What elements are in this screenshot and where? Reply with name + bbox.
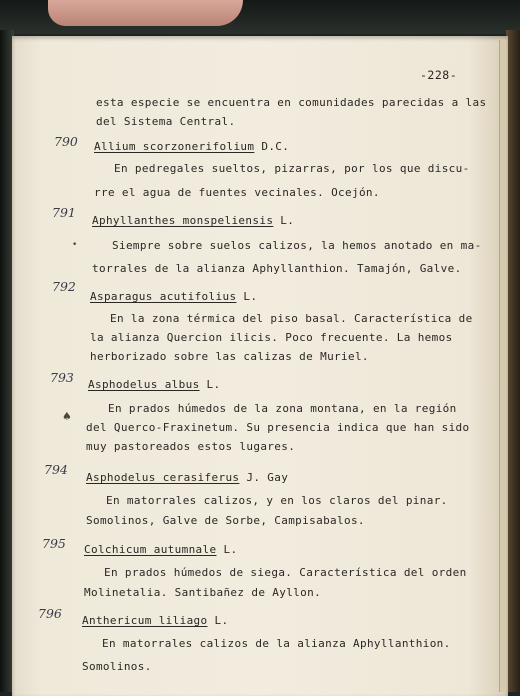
entry-text-line: del Querco-Fraxinetum. Su presencia indica que han sido [86,421,470,434]
species-author: J. Gay [246,471,289,484]
entry-text-line: Somolinos, Galve de Sorbe, Campisabalos. [86,514,365,527]
entry-text-line: En matorrales calizos de la alianza Aphyllanthion. [102,637,451,650]
handwritten-entry-number: 796 [38,606,62,621]
species-author: L. [280,214,295,227]
intro-line: del Sistema Central. [96,115,236,128]
species-name: Asphodelus albus [88,378,200,391]
entry-text-line: Siempre sobre suelos calizos, la hemos anotado en ma- [112,239,482,252]
handwritten-entry-number: 795 [42,536,66,551]
species-name: Colchicum autumnale [84,543,217,556]
entry-text-line: Molinetalia. Santibañez de Ayllon. [84,586,322,599]
intro-line: esta especie se encuentra en comunidades parecidas a las [96,96,487,109]
species-author: L. [243,290,258,303]
page-number: -228- [420,68,458,82]
book-cover-edge [506,30,520,692]
page-stack-edge [499,40,506,692]
entry-text-line: En matorrales calizos, y en los claros del pinar. [106,494,448,507]
entry-text-line: En prados húmedos de la zona montana, en la región [108,402,457,415]
entry-text-line: En pedregales sueltos, pizarras, por los que discu- [114,162,470,175]
species-heading [88,378,221,391]
handwritten-entry-number: 792 [52,279,76,294]
entry-text-line: rre el agua de fuentes vecinales. Ocejón. [94,186,380,199]
species-heading [82,614,228,627]
holding-finger [48,0,243,26]
species-name: Asparagus acutifolius [90,290,237,303]
handwritten-entry-number: 791 [52,205,76,220]
species-author: L. [214,614,229,627]
entry-text-line: muy pastoreados estos lugares. [86,440,296,453]
species-name: Aphyllanthes monspeliensis [92,214,274,227]
species-heading [92,214,294,227]
entry-text-line: la alianza Quercion ilicis. Poco frecuente. La hemos [90,331,453,344]
species-author: L. [206,378,221,391]
species-name: Anthericum liliago [82,614,208,627]
entry-text-line: En prados húmedos de siega. Característica del orden [104,566,467,579]
entry-text-line: Somolinos. [82,660,152,673]
handwritten-entry-number: 793 [50,370,74,385]
handwritten-entry-number: 790 [54,134,78,149]
margin-mark: • [72,240,78,250]
entry-text-line: En la zona térmica del piso basal. Característica de [110,312,473,325]
species-author: D.C. [261,140,290,153]
species-name: Allium scorzonerifolium [94,140,255,153]
species-heading [86,471,288,484]
species-name: Asphodelus cerasiferus [86,471,240,484]
species-heading [84,543,237,556]
species-heading [90,290,257,303]
entry-text-line: herborizado sobre las calizas de Muriel. [90,350,369,363]
margin-mark: ♠ [62,410,72,423]
entry-text-line: torrales de la alianza Aphyllanthion. Tamajón, Galve. [92,262,462,275]
handwritten-entry-number: 794 [44,462,68,477]
species-author: L. [223,543,238,556]
species-heading [94,140,289,153]
